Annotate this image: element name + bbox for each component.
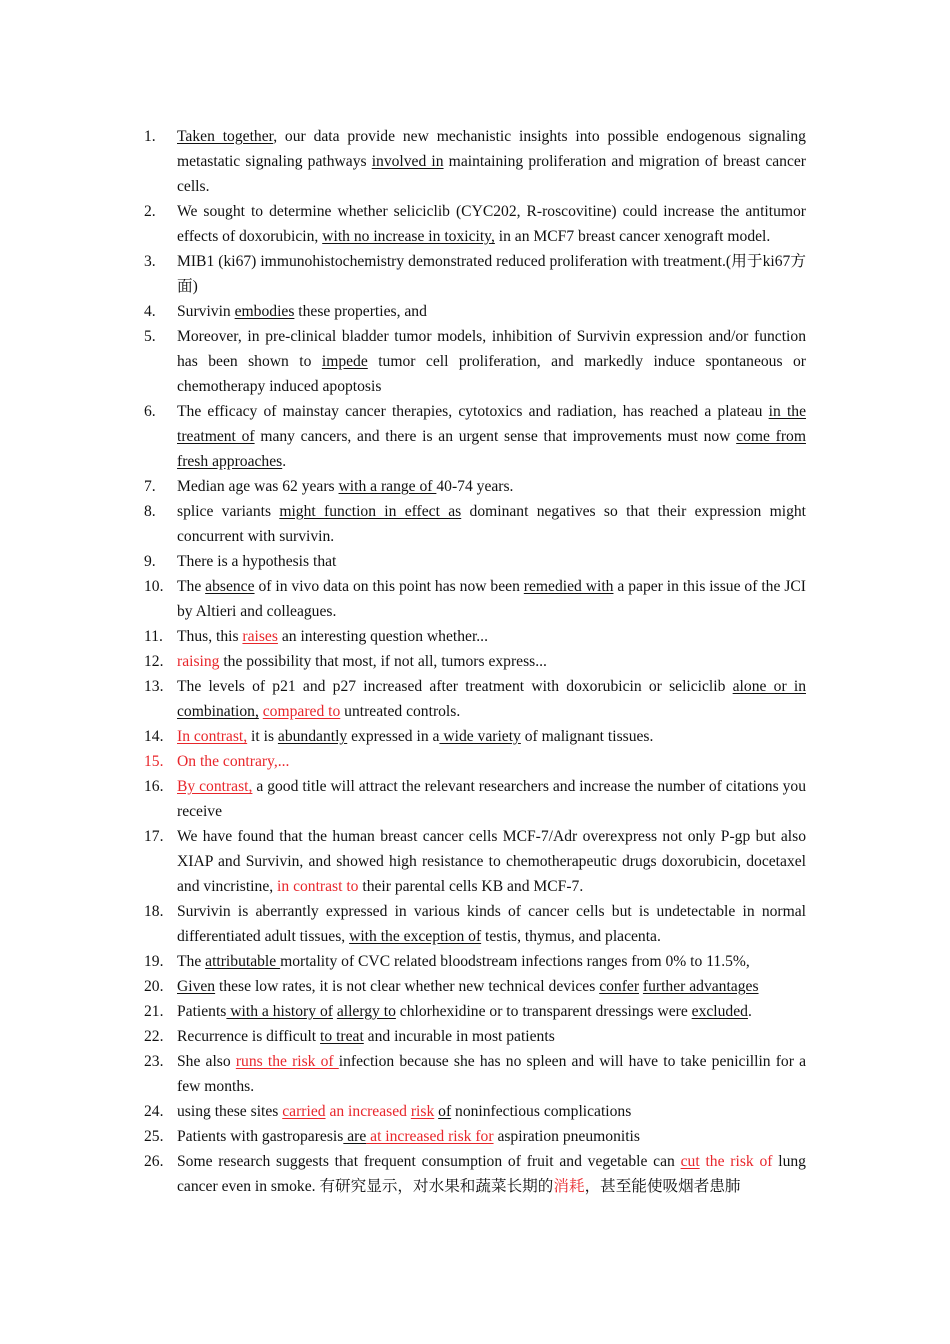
highlighted-phrase: On the contrary,... [177,753,290,770]
highlighted-phrase: risk [410,1103,435,1120]
item-number: 23. [144,1053,164,1070]
item-text: these properties, and [294,303,427,320]
list-item [144,574,806,624]
item-text: splice variants [177,503,280,520]
item-text: a paper in this issue of the JCI by Altieri and colleagues. [177,578,806,620]
underlined-phrase: with the exception of [349,928,482,945]
item-number: 9. [144,553,156,570]
list-item [144,249,806,299]
list-item [144,1049,806,1099]
item-text: testis, thymus, and placenta. [481,928,661,945]
highlighted-phrase: In contrast, [177,728,248,745]
item-text: a good title will attract the relevant researchers and increase the number of citations you receive [177,778,806,820]
item-number: 24. [144,1103,164,1120]
highlighted-phrase: carried [282,1103,326,1120]
item-text: She also [177,1053,236,1070]
item-text: maintaining proliferation and migration of breast cancer cells. [177,153,806,195]
item-text: Thus, this [177,628,243,645]
item-number: 1. [144,128,156,145]
list-item [144,1124,806,1149]
underlined-phrase: come from fresh approaches [177,428,806,470]
list-item [144,624,806,649]
underlined-phrase: with a history of [226,1003,333,1020]
underlined-phrase: attributable [205,953,281,970]
item-number: 5. [144,328,156,345]
item-number: 18. [144,903,164,920]
underlined-phrase: with a range of [338,478,437,495]
item-text: the possibility that most, if not all, tumors express... [219,653,547,670]
item-number: 21. [144,1003,164,1020]
list-item [144,674,806,724]
phrase-example-list [144,124,806,1199]
highlighted-phrase: 消耗 [553,1178,585,1195]
underlined-phrase: excluded [691,1003,748,1020]
underlined-phrase: alone or in combination, [177,678,806,720]
item-text: MIB1 (ki67) immunohistochemistry demonstrated reduced proliferation with treatment.(用于ki67方面) [177,253,806,295]
item-number: 12. [144,653,164,670]
item-text: many cancers, and there is an urgent sense that improvements must now [254,428,737,445]
item-text: expressed in a [347,728,440,745]
item-number: 2. [144,203,156,220]
item-text: lung cancer even in smoke. 有研究显示，对水果和蔬菜长期的 [177,1153,806,1195]
list-item [144,299,806,324]
highlighted-phrase: compared to [262,703,341,720]
list-item [144,124,806,199]
item-text: The efficacy of mainstay cancer therapies, cytotoxics and radiation, has reached a plateau [177,403,769,420]
list-item [144,949,806,974]
item-text: these low rates, it is not clear whether new technical devices [215,978,600,995]
highlighted-phrase: runs the risk of [235,1053,339,1070]
underlined-phrase: might function in effect as [279,503,462,520]
item-text: Patients with gastroparesis [177,1128,344,1145]
item-text: 40-74 years. [436,478,514,495]
underlined-phrase: impede [321,353,368,370]
item-number: 8. [144,503,156,520]
item-text: . [747,1003,752,1020]
item-number: 11. [144,628,163,645]
list-item [144,1149,806,1199]
highlighted-phrase: an increased [325,1103,411,1120]
underlined-phrase: with no increase in toxicity, [322,228,495,245]
underlined-phrase: wide variety [439,728,521,745]
list-item [144,199,806,249]
item-number: 14. [144,728,164,745]
item-text: The [177,578,206,595]
item-text: noninfectious complications [451,1103,632,1120]
item-number: 19. [144,953,164,970]
item-text: There is a hypothesis that [177,553,337,570]
highlighted-phrase: raises [242,628,278,645]
item-text: Patients [177,1003,227,1020]
list-item [144,824,806,899]
highlighted-phrase: By contrast, [177,778,253,795]
underlined-phrase: confer [599,978,640,995]
underlined-phrase: remedied with [523,578,614,595]
item-text: dominant negatives so that their expression might concurrent with survivin. [177,503,806,545]
item-text: Some research suggests that frequent consumption of fruit and vegetable can [177,1153,681,1170]
item-text: it is [247,728,278,745]
item-text: Median age was 62 years [177,478,339,495]
item-text: mortality of CVC related bloodstream infections ranges from 0% to 11.5%, [280,953,750,970]
item-number: 13. [144,678,164,695]
list-item [144,1024,806,1049]
item-text: Moreover, in pre-clinical bladder tumor models, inhibition of Survivin expression and/or function has been shown to [177,328,806,370]
highlighted-phrase: cut [680,1153,700,1170]
item-text: ，甚至能使吸烟者患肺 [584,1178,741,1195]
item-text: , our data provide new mechanistic insights into possible endogenous signaling metastatic signaling pathways [177,128,806,170]
list-item [144,974,806,999]
underlined-phrase: abundantly [277,728,348,745]
item-text: tumor cell proliferation, and markedly induce spontaneous or chemotherapy induced apoptosis [177,353,806,395]
item-number: 22. [144,1028,164,1045]
list-item [144,749,806,774]
item-text: The [177,953,206,970]
item-number: 10. [144,578,164,595]
item-text: Survivin [177,303,235,320]
list-item [144,724,806,749]
underlined-phrase: in the treatment of [177,403,806,445]
item-text: Recurrence is difficult [177,1028,321,1045]
item-text: The levels of p21 and p27 increased after treatment with doxorubicin or seliciclib [177,678,733,695]
item-text: infection because she has no spleen and will have to take penicillin for a few months. [177,1053,807,1095]
item-text: Survivin is aberrantly expressed in various kinds of cancer cells but is undetectable in normal differentiated adult tissues, [177,903,806,945]
list-item [144,899,806,949]
underlined-phrase: involved in [371,153,444,170]
underlined-phrase: Given [177,978,216,995]
item-number: 6. [144,403,156,420]
item-number: 7. [144,478,156,495]
highlighted-phrase: the risk of [699,1153,773,1170]
item-text: chlorhexidine or to transparent dressings were [395,1003,692,1020]
underlined-phrase: absence [205,578,255,595]
item-text: an interesting question whether... [277,628,488,645]
item-number: 15. [144,753,164,770]
underlined-phrase: Taken together [177,128,274,145]
underlined-phrase: embodies [234,303,295,320]
item-text: of malignant tissues. [520,728,654,745]
list-item [144,999,806,1024]
item-text: and incurable in most patients [363,1028,555,1045]
item-text: . [282,453,287,470]
item-number: 25. [144,1128,164,1145]
item-number: 17. [144,828,164,845]
item-number: 4. [144,303,156,320]
item-number: 26. [144,1153,164,1170]
underlined-phrase: further advantages [642,978,759,995]
item-text: We sought to determine whether seliciclib (CYC202, R-roscovitine) could increase the antitumor effects of doxorubicin, [177,203,806,245]
underlined-phrase: of [438,1103,452,1120]
list-item [144,399,806,474]
item-text: in an MCF7 breast cancer xenograft model. [494,228,771,245]
highlighted-phrase: at increased risk for [366,1128,494,1145]
item-text: untreated controls. [340,703,461,720]
underlined-phrase: are [343,1128,367,1145]
item-text: We have found that the human breast cancer cells MCF-7/Adr overexpress not only P-gp but also XIAP and Survivin, and showed high resistance to chemotherapeutic drugs doxorubicin, docetaxel and vincristine, [177,828,806,895]
item-text: using these sites [177,1103,283,1120]
list-item [144,649,806,674]
item-number: 20. [144,978,164,995]
list-item [144,474,806,499]
list-item [144,324,806,399]
list-item [144,549,806,574]
item-text: their parental cells KB and MCF-7. [358,878,584,895]
list-item [144,774,806,824]
list-item [144,1099,806,1124]
list-item [144,499,806,549]
item-number: 3. [144,253,156,270]
item-number: 16. [144,778,164,795]
highlighted-phrase: raising [177,653,220,670]
item-text: of in vivo data on this point has now been [254,578,524,595]
underlined-phrase: allergy to [336,1003,396,1020]
underlined-phrase: to treat [320,1028,364,1045]
highlighted-phrase: in contrast to [277,878,359,895]
item-text: aspiration pneumonitis [493,1128,640,1145]
